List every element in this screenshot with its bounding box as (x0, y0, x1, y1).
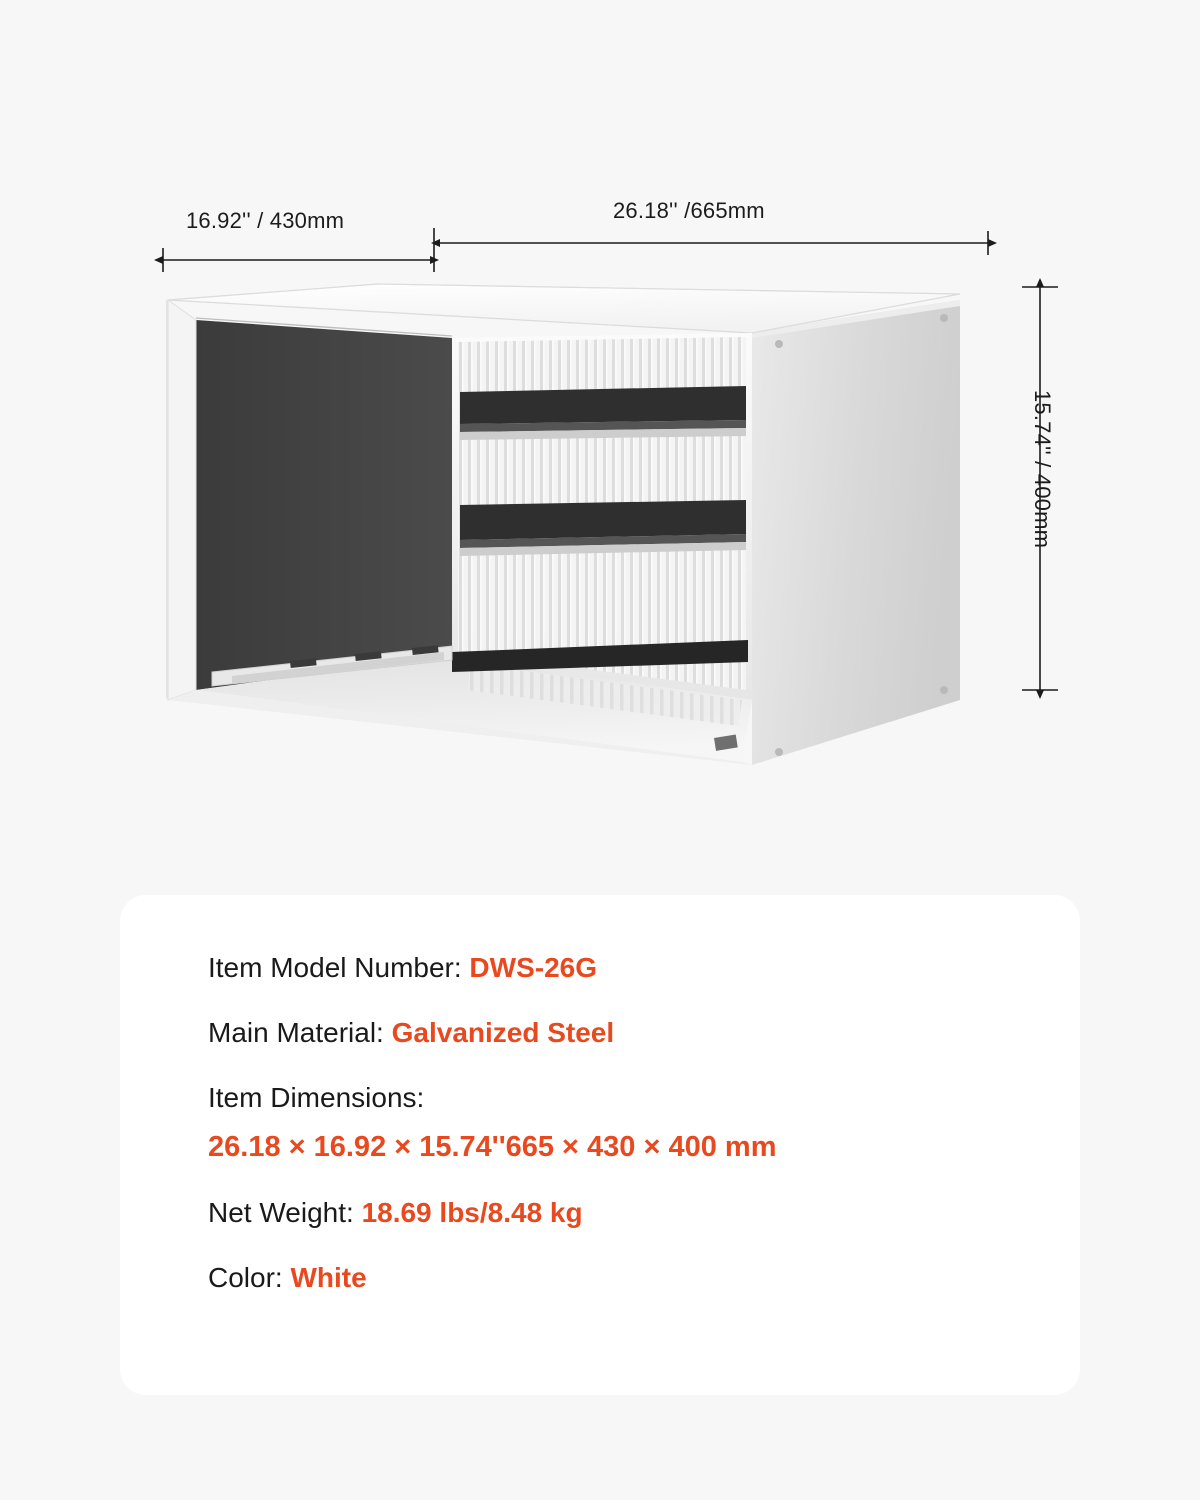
spec-value-dimensions: 26.18 × 16.92 × 15.74''665 × 430 × 400 mm (208, 1131, 777, 1163)
spec-value-model: DWS-26G (469, 952, 597, 983)
spec-row-dimensions-value (208, 1129, 1080, 1165)
dimension-label-height: 15.74'' / 400mm (1030, 390, 1055, 549)
spec-label-color: Color: (208, 1262, 291, 1294)
spec-row-color (208, 1260, 1080, 1295)
spec-label-model: Item Model Number: (208, 952, 470, 983)
spec-value-weight: 18.69 lbs/8.48 kg (361, 1197, 583, 1229)
spec-label-material: Main Material: (208, 1017, 392, 1048)
spec-label-weight: Net Weight: (208, 1197, 362, 1229)
spec-row-material (208, 1015, 1080, 1050)
spec-row-model (208, 950, 1080, 985)
spec-row-weight (208, 1195, 1080, 1230)
specification-card (120, 895, 1080, 1395)
spec-value-material: Galvanized Steel (391, 1017, 615, 1048)
spec-label-dimensions: Item Dimensions: (208, 1082, 425, 1113)
dimension-label-width: 26.18'' /665mm (613, 198, 765, 223)
spec-row-dimensions-label (208, 1080, 1080, 1115)
spec-value-color: White (290, 1262, 367, 1294)
dimension-label-depth: 16.92'' / 430mm (186, 208, 345, 233)
